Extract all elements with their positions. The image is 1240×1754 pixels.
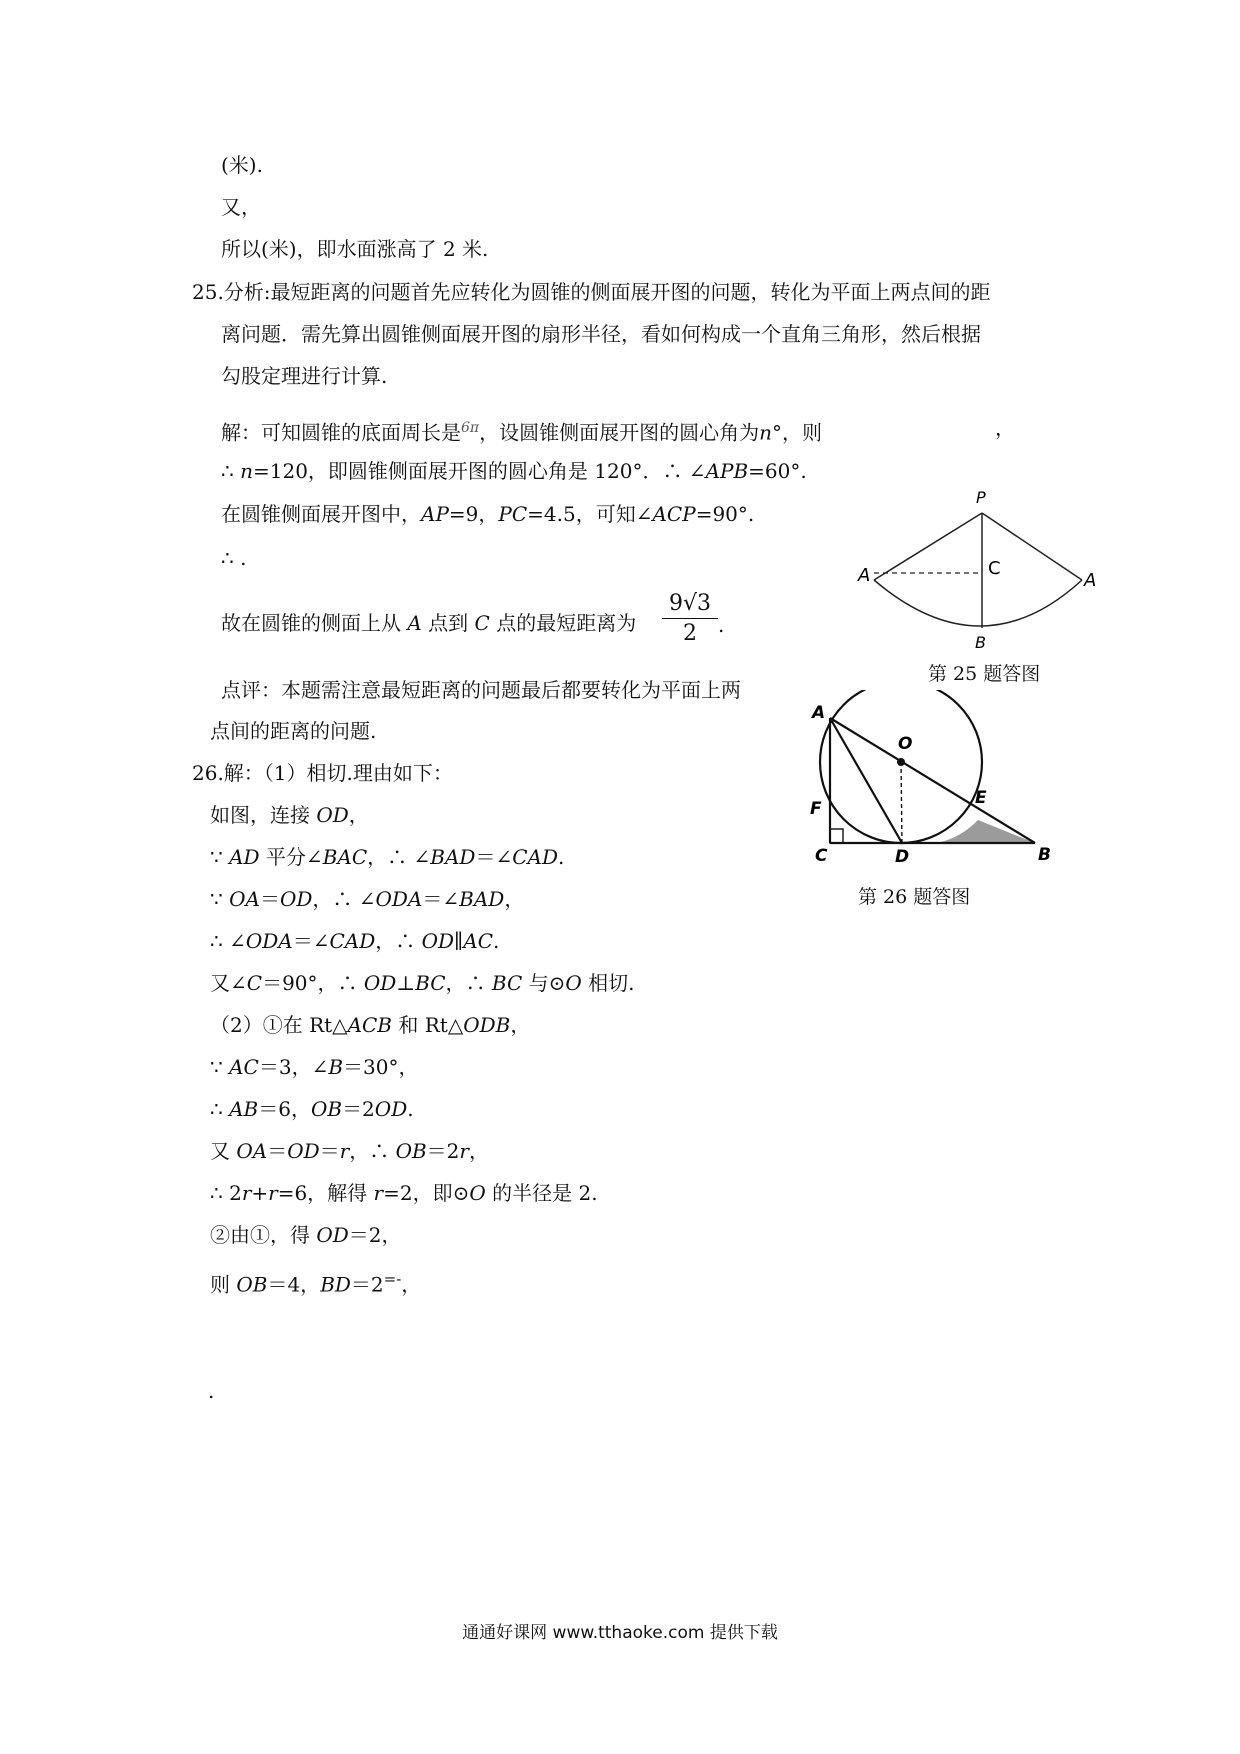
fraction-numerator: 9√3 bbox=[668, 591, 711, 616]
q25-solution-line: 在圆锥侧面展开图中，AP=9，PC=4.5，可知∠ACP=90°. bbox=[221, 502, 755, 526]
q26-line: 又∠C＝90°，∴ OD⊥BC，∴ BC 与⊙O 相切. bbox=[210, 971, 635, 995]
figure-26-circle-tangent bbox=[800, 690, 1070, 870]
q26-line: ∴ ∠ODA＝∠CAD，∴ OD∥AC. bbox=[210, 929, 500, 953]
q25-solution-line: ∴ n=120，即圆锥侧面展开图的圆心角是 120°．∴ ∠APB=60°. bbox=[221, 459, 807, 483]
q26-line: 26.解：（1）相切.理由如下： bbox=[192, 761, 453, 785]
q25-analysis-line: 25.分析:最短距离的问题首先应转化为圆锥的侧面展开图的问题，转化为平面上两点间的距 bbox=[192, 280, 991, 304]
q26-line: 又 OA＝OD＝r，∴ OB＝2r， bbox=[210, 1139, 489, 1163]
q26-line: 如图，连接 OD， bbox=[210, 803, 369, 827]
fraction-denominator: 2 bbox=[662, 618, 718, 649]
line-text: (米). bbox=[221, 153, 263, 177]
figure-25-caption: 第 25 题答图 bbox=[928, 663, 1041, 685]
label-a: A bbox=[812, 703, 826, 723]
label-a-left: A bbox=[858, 565, 871, 586]
figure-25-sector bbox=[850, 480, 1110, 670]
stray-dot: . bbox=[208, 1379, 215, 1403]
period: . bbox=[718, 613, 725, 637]
q25-solution-line: 解：可知圆锥的底面周长是$^{6\pi}$，设圆锥侧面展开图的圆心角为n°，则 bbox=[221, 420, 822, 445]
answer-fraction bbox=[662, 590, 718, 649]
q26-line: ∵ OA＝OD，∴ ∠ODA＝∠BAD， bbox=[210, 887, 525, 911]
pi-formula: 6π bbox=[461, 420, 480, 436]
q26-line: ∴ 2r+r=6，解得 r=2，即⊙O 的半径是 2. bbox=[210, 1181, 598, 1205]
q26-line: （2）①在 Rt△ACB 和 Rt△ODB， bbox=[210, 1013, 531, 1037]
segment-ad bbox=[830, 718, 902, 843]
label-b: B bbox=[975, 633, 986, 652]
label-a-right: A bbox=[1084, 570, 1097, 591]
label-p: P bbox=[976, 488, 986, 507]
q25-analysis-line: 勾股定理进行计算. bbox=[221, 364, 388, 388]
sector-radius-left bbox=[874, 513, 982, 580]
segment-ab bbox=[830, 718, 1035, 843]
center-dot bbox=[897, 758, 905, 766]
right-angle-mark bbox=[830, 829, 843, 843]
q25-solution-line: ∴ . bbox=[221, 546, 247, 570]
label-o: O bbox=[898, 734, 913, 754]
q26-line: 则 OB＝4，BD＝2=-， bbox=[210, 1270, 422, 1297]
q25-answer-line: 故在圆锥的侧面上从 A 点到 C 点的最短距离为 bbox=[221, 611, 637, 635]
q26-line: ∵ AD 平分∠BAC，∴ ∠BAD＝∠CAD. bbox=[210, 845, 565, 869]
review-line: 点评：本题需注意最短距离的问题最后都要转化为平面上两 bbox=[221, 678, 741, 702]
label-d: D bbox=[895, 847, 910, 867]
label-c: C bbox=[815, 846, 828, 866]
q26-line: ∴ AB＝6，OB＝2OD. bbox=[210, 1097, 414, 1121]
comma: ， bbox=[995, 416, 1015, 440]
label-f: F bbox=[810, 799, 822, 819]
label-c: C bbox=[988, 558, 1001, 579]
circle-o bbox=[820, 690, 982, 843]
q25-analysis-line: 离问题．需先算出圆锥侧面展开图的扇形半径，看如何构成一个直角三角形，然后根据 bbox=[221, 322, 981, 346]
line-text: 所以(米)，即水面涨高了 2 米. bbox=[221, 237, 489, 261]
q26-line: ②由①，得 OD＝2， bbox=[210, 1223, 402, 1247]
review-line: 点间的距离的问题. bbox=[210, 719, 377, 743]
sector-arc bbox=[874, 580, 1082, 626]
line-text: 又， bbox=[221, 195, 261, 219]
dashed-od bbox=[901, 762, 902, 843]
figure-26-caption: 第 26 题答图 bbox=[858, 886, 971, 908]
page-footer: 通通好课网 www.tthaoke.com 提供下载 bbox=[462, 1623, 778, 1643]
label-e: E bbox=[975, 788, 987, 808]
label-b: B bbox=[1038, 845, 1051, 865]
q26-line: ∵ AC＝3，∠B＝30°， bbox=[210, 1055, 419, 1079]
